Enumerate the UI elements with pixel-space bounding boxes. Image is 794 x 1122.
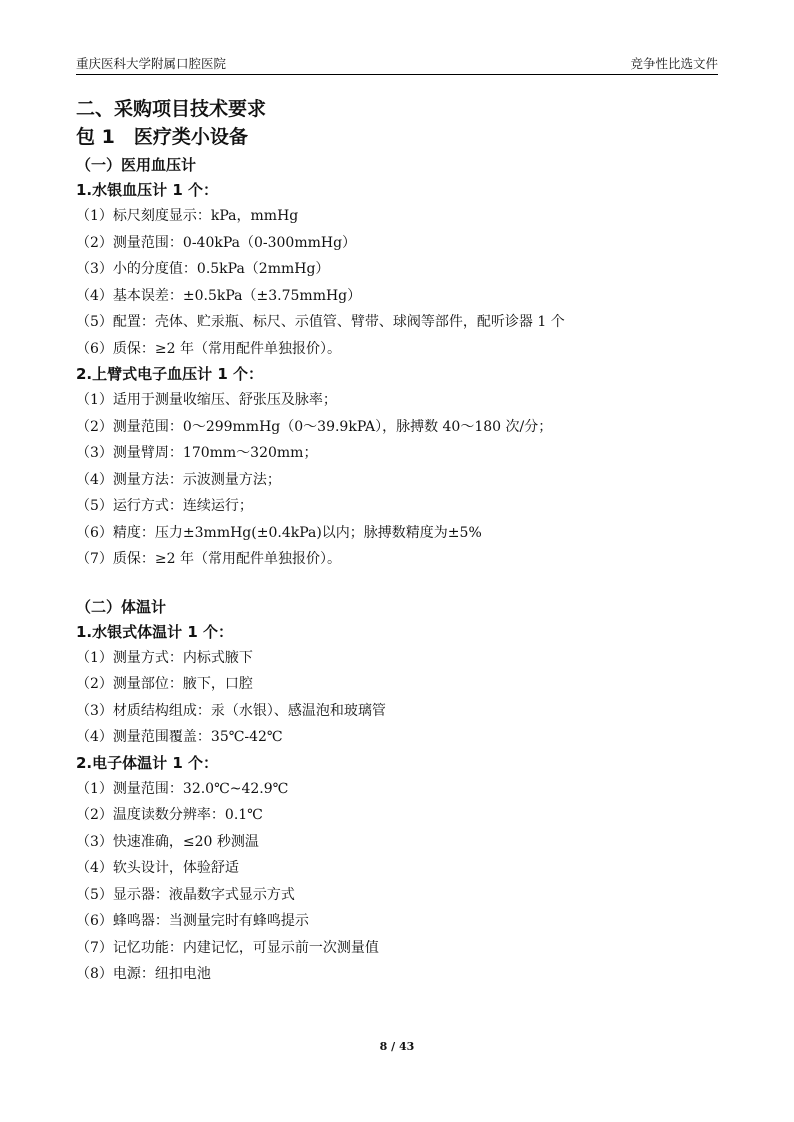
section-spacer: [76, 573, 726, 595]
spec-item: （3）小的分度值：0.5kPa（2mmHg）: [76, 261, 330, 277]
spec-item: （7）质保：≥2 年（常用配件单独报价）。: [76, 551, 341, 567]
subsection-title: 2.上臂式电子血压计 1 个：: [76, 365, 264, 383]
spec-item: （3）材质结构组成：汞（水银）、感温泡和玻璃管: [76, 702, 386, 719]
spec-item: （2）测量部位：腋下，口腔: [76, 676, 253, 692]
header-hospital-name: 重庆医科大学附属口腔医院: [76, 56, 227, 71]
spec-item: （5）配置：壳体、贮汞瓶、标尺、示值管、臂带、球阀等部件，配听诊器 1 个: [76, 314, 565, 330]
spec-item: （3）快速准确，≤20 秒测温: [76, 833, 259, 850]
spec-item: （4）基本误差：±0.5kPa（±3.75mmHg）: [76, 287, 362, 304]
spec-item: （2）温度读数分辨率：0.1℃: [76, 807, 263, 823]
spec-item: （7）记忆功能：内建记忆，可显示前一次测量值: [76, 939, 379, 956]
page-number: 8 / 43: [379, 1040, 415, 1053]
spec-item: （4）测量范围覆盖：35℃-42℃: [76, 729, 283, 745]
page-header: [76, 52, 718, 75]
page-content: [76, 95, 726, 988]
spec-item: （3）测量臂周：170mm～320mm；: [76, 445, 318, 461]
header-document-type: 竞争性比选文件: [630, 56, 718, 71]
spec-item: （4）测量方法：示波测量方法；: [76, 471, 281, 488]
spec-item: （6）质保：≥2 年（常用配件单独报价）。: [76, 340, 341, 357]
section-title: （一）医用血压计: [76, 156, 197, 174]
subsection-title: 1.水银式体温计 1 个：: [76, 622, 234, 641]
spec-item: （2）测量范围：0-40kPa（0-300mmHg）: [76, 234, 357, 251]
spec-item: （6）精度：压力±3mmHg(±0.4kPa)以内；脉搏数精度为±5%: [76, 524, 482, 541]
subsection-title: 1.水银血压计 1 个：: [76, 181, 219, 199]
spec-item: （1）适用于测量收缩压、舒张压及脉率；: [76, 392, 337, 408]
spec-item: （8）电源：纽扣电池: [76, 966, 211, 982]
subsection-title: 2.电子体温计 1 个：: [76, 753, 219, 772]
spec-item: （5）运行方式：连续运行；: [76, 498, 253, 514]
spec-item: （5）显示器：液晶数字式显示方式: [76, 886, 295, 903]
spec-item: （6）蜂鸣器：当测量完时有蜂鸣提示: [76, 913, 309, 929]
spec-item: （1）标尺刻度显示：kPa，mmHg: [76, 208, 299, 224]
spec-item: （4）软头设计，体验舒适: [76, 860, 239, 876]
section-title: （二）体温计: [76, 597, 167, 616]
spec-item: （1）测量范围：32.0℃~42.9℃: [76, 780, 289, 797]
spec-item: （1）测量方式：内标式腋下: [76, 649, 253, 666]
spec-item: （2）测量范围：0～299mmHg（0～39.9kPA），脉搏数 40～180 次/分；: [76, 418, 553, 435]
main-title: 二、采购项目技术要求: [76, 98, 267, 120]
package-title: 包 1 医疗类小设备: [76, 126, 248, 148]
